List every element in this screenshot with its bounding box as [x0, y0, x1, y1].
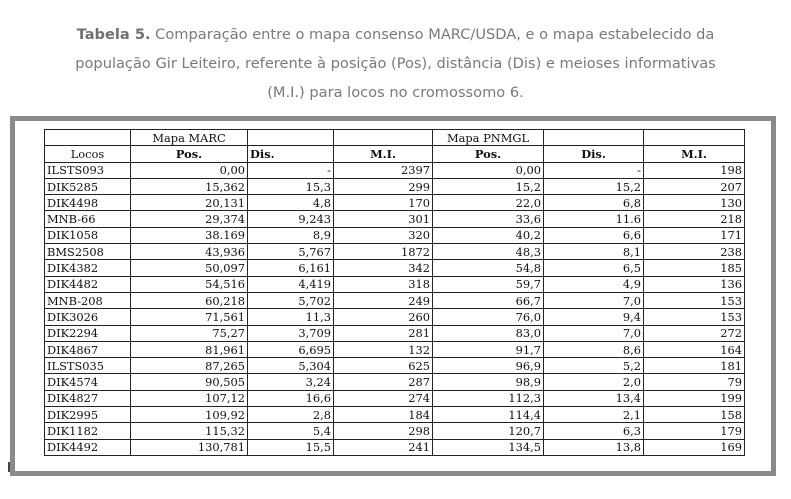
- value-cell: 15,362: [131, 178, 248, 194]
- value-cell: 71,561: [131, 309, 248, 325]
- value-cell: 15,2: [433, 178, 544, 194]
- table-row: [45, 227, 745, 243]
- value-cell: 11.6: [544, 211, 644, 227]
- table-row: [45, 341, 745, 357]
- table-row: [45, 358, 745, 374]
- value-cell: 287: [334, 374, 433, 390]
- locus-cell: DIK5285: [45, 178, 131, 194]
- locus-cell: ILSTS093: [45, 162, 131, 178]
- table-caption: [0, 20, 791, 107]
- value-cell: 130,781: [131, 439, 248, 455]
- value-cell: 272: [644, 325, 745, 341]
- value-cell: 98,9: [433, 374, 544, 390]
- value-cell: 171: [644, 227, 745, 243]
- caption-line-1: [0, 20, 791, 49]
- value-cell: 5,702: [248, 292, 334, 308]
- value-cell: 76,0: [433, 309, 544, 325]
- value-cell: 134,5: [433, 439, 544, 455]
- value-cell: 59,7: [433, 276, 544, 292]
- value-cell: 4,9: [544, 276, 644, 292]
- caption-line-1-text: Comparação entre o mapa consenso MARC/USDA, e o mapa estabelecido da: [150, 26, 715, 43]
- value-cell: 0,00: [131, 162, 248, 178]
- value-cell: 184: [334, 407, 433, 423]
- locus-cell: DIK4482: [45, 276, 131, 292]
- value-cell: 169: [644, 439, 745, 455]
- value-cell: 15,3: [248, 178, 334, 194]
- value-cell: 115,32: [131, 423, 248, 439]
- value-cell: 66,7: [433, 292, 544, 308]
- value-cell: 112,3: [433, 390, 544, 406]
- value-cell: 153: [644, 309, 745, 325]
- value-cell: 20,131: [131, 195, 248, 211]
- locus-cell: BMS2508: [45, 244, 131, 260]
- group-header-marc: Mapa MARC: [131, 130, 248, 146]
- column-header-marc-pos: Pos.: [131, 146, 248, 162]
- value-cell: 79: [644, 374, 745, 390]
- locus-cell: DIK1182: [45, 423, 131, 439]
- value-cell: 83,0: [433, 325, 544, 341]
- value-cell: 2,1: [544, 407, 644, 423]
- value-cell: 301: [334, 211, 433, 227]
- locus-cell: DIK4498: [45, 195, 131, 211]
- locus-cell: DIK2995: [45, 407, 131, 423]
- value-cell: 4,419: [248, 276, 334, 292]
- value-cell: 9,4: [544, 309, 644, 325]
- value-cell: 8,9: [248, 227, 334, 243]
- value-cell: 81,961: [131, 341, 248, 357]
- value-cell: 1872: [334, 244, 433, 260]
- value-cell: 2397: [334, 162, 433, 178]
- value-cell: 132: [334, 341, 433, 357]
- edge-mark: [8, 462, 10, 472]
- group-header-pnmgl: Mapa PNMGL: [433, 130, 544, 146]
- value-cell: 15,2: [544, 178, 644, 194]
- value-cell: 8,1: [544, 244, 644, 260]
- value-cell: 274: [334, 390, 433, 406]
- table-row: [45, 325, 745, 341]
- group-header-row: [45, 130, 745, 146]
- table-row: [45, 260, 745, 276]
- value-cell: 7,0: [544, 292, 644, 308]
- value-cell: 8,6: [544, 341, 644, 357]
- value-cell: 136: [644, 276, 745, 292]
- group-header-blank: [544, 130, 644, 146]
- value-cell: 11,3: [248, 309, 334, 325]
- value-cell: 299: [334, 178, 433, 194]
- value-cell: 6,6: [544, 227, 644, 243]
- value-cell: 164: [644, 341, 745, 357]
- value-cell: 6,8: [544, 195, 644, 211]
- column-header-pnmgl-dis: Dis.: [544, 146, 644, 162]
- table-row: [45, 162, 745, 178]
- group-header-blank: [45, 130, 131, 146]
- value-cell: 260: [334, 309, 433, 325]
- table-row: [45, 439, 745, 455]
- table-row: [45, 390, 745, 406]
- value-cell: 54,516: [131, 276, 248, 292]
- value-cell: 3,709: [248, 325, 334, 341]
- column-header-pnmgl-pos: Pos.: [433, 146, 544, 162]
- value-cell: 16,6: [248, 390, 334, 406]
- value-cell: 179: [644, 423, 745, 439]
- value-cell: 7,0: [544, 325, 644, 341]
- value-cell: 114,4: [433, 407, 544, 423]
- value-cell: 181: [644, 358, 745, 374]
- caption-line-2: população Gir Leiteiro, referente à posição (Pos), distância (Dis) e meioses informativas: [75, 55, 716, 72]
- value-cell: 120,7: [433, 423, 544, 439]
- table-row: [45, 211, 745, 227]
- value-cell: 5,304: [248, 358, 334, 374]
- value-cell: 199: [644, 390, 745, 406]
- value-cell: 625: [334, 358, 433, 374]
- value-cell: 298: [334, 423, 433, 439]
- table-row: [45, 374, 745, 390]
- value-cell: 107,12: [131, 390, 248, 406]
- value-cell: 0,00: [433, 162, 544, 178]
- value-cell: 6,3: [544, 423, 644, 439]
- table-row: [45, 244, 745, 260]
- locus-cell: DIK4574: [45, 374, 131, 390]
- data-table: [44, 129, 745, 456]
- column-header-pnmgl-mi: M.I.: [644, 146, 745, 162]
- caption-label: Tabela 5.: [76, 26, 151, 43]
- value-cell: 281: [334, 325, 433, 341]
- value-cell: 87,265: [131, 358, 248, 374]
- value-cell: 158: [644, 407, 745, 423]
- value-cell: 48,3: [433, 244, 544, 260]
- value-cell: 185: [644, 260, 745, 276]
- column-header-row: [45, 146, 745, 162]
- value-cell: 13,4: [544, 390, 644, 406]
- value-cell: 170: [334, 195, 433, 211]
- table-row: [45, 309, 745, 325]
- table-row: [45, 178, 745, 194]
- group-header-blank: [334, 130, 433, 146]
- table-row: [45, 292, 745, 308]
- value-cell: 130: [644, 195, 745, 211]
- value-cell: 5,767: [248, 244, 334, 260]
- value-cell: 38.169: [131, 227, 248, 243]
- value-cell: -: [248, 162, 334, 178]
- table-frame: [10, 116, 776, 476]
- value-cell: 320: [334, 227, 433, 243]
- value-cell: 9,243: [248, 211, 334, 227]
- value-cell: 5,4: [248, 423, 334, 439]
- value-cell: 6,161: [248, 260, 334, 276]
- value-cell: -: [544, 162, 644, 178]
- value-cell: 50,097: [131, 260, 248, 276]
- value-cell: 29,374: [131, 211, 248, 227]
- value-cell: 22,0: [433, 195, 544, 211]
- value-cell: 198: [644, 162, 745, 178]
- value-cell: 241: [334, 439, 433, 455]
- value-cell: 218: [644, 211, 745, 227]
- locus-cell: MNB-66: [45, 211, 131, 227]
- value-cell: 15,5: [248, 439, 334, 455]
- value-cell: 91,7: [433, 341, 544, 357]
- value-cell: 40,2: [433, 227, 544, 243]
- value-cell: 6,695: [248, 341, 334, 357]
- column-header-marc-mi: M.I.: [334, 146, 433, 162]
- locus-cell: DIK4867: [45, 341, 131, 357]
- locus-cell: DIK4827: [45, 390, 131, 406]
- locus-cell: ILSTS035: [45, 358, 131, 374]
- value-cell: 207: [644, 178, 745, 194]
- value-cell: 6,5: [544, 260, 644, 276]
- locus-cell: DIK4492: [45, 439, 131, 455]
- locus-cell: DIK1058: [45, 227, 131, 243]
- locus-cell: DIK4382: [45, 260, 131, 276]
- value-cell: 2,8: [248, 407, 334, 423]
- value-cell: 4,8: [248, 195, 334, 211]
- table-body: [45, 162, 745, 455]
- value-cell: 75,27: [131, 325, 248, 341]
- locus-cell: DIK3026: [45, 309, 131, 325]
- value-cell: 5,2: [544, 358, 644, 374]
- locus-cell: MNB-208: [45, 292, 131, 308]
- value-cell: 153: [644, 292, 745, 308]
- value-cell: 342: [334, 260, 433, 276]
- value-cell: 96,9: [433, 358, 544, 374]
- value-cell: 90,505: [131, 374, 248, 390]
- value-cell: 54,8: [433, 260, 544, 276]
- caption-line-3: (M.I.) para locos no cromossomo 6.: [267, 84, 524, 101]
- value-cell: 109,92: [131, 407, 248, 423]
- value-cell: 3,24: [248, 374, 334, 390]
- table-row: [45, 195, 745, 211]
- group-header-blank: [644, 130, 745, 146]
- column-header-marc-dis: Dis.: [248, 146, 334, 162]
- group-header-blank: [248, 130, 334, 146]
- value-cell: 318: [334, 276, 433, 292]
- value-cell: 2,0: [544, 374, 644, 390]
- value-cell: 238: [644, 244, 745, 260]
- table-row: [45, 407, 745, 423]
- value-cell: 33,6: [433, 211, 544, 227]
- value-cell: 249: [334, 292, 433, 308]
- value-cell: 13,8: [544, 439, 644, 455]
- column-header-locos: Locos: [45, 146, 131, 162]
- table-row: [45, 423, 745, 439]
- value-cell: 43,936: [131, 244, 248, 260]
- table-row: [45, 276, 745, 292]
- value-cell: 60,218: [131, 292, 248, 308]
- locus-cell: DIK2294: [45, 325, 131, 341]
